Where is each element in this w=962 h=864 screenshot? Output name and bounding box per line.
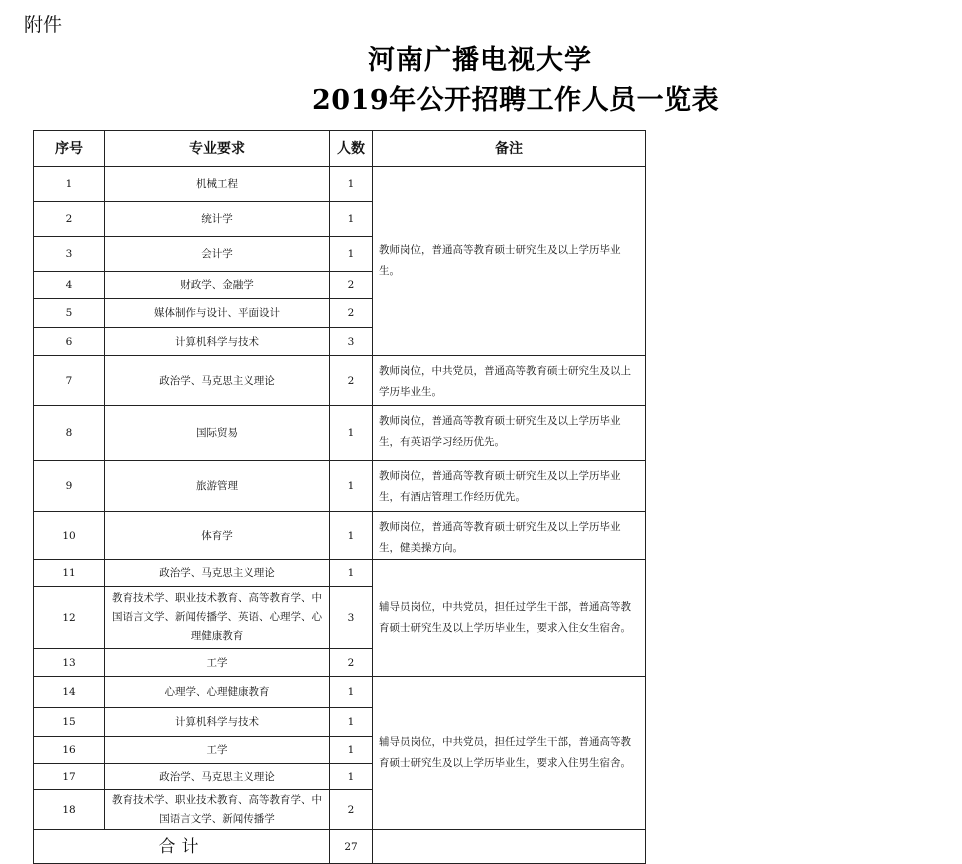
- header-row: [34, 131, 646, 167]
- total-count: 27: [330, 830, 373, 864]
- row-count: 1: [330, 764, 373, 790]
- page-title: 河南广播电视大学: [368, 45, 592, 76]
- row-major: 政治学、马克思主义理论: [105, 764, 330, 790]
- row-count: 1: [330, 202, 373, 237]
- row-major: 工学: [105, 737, 330, 764]
- row-no: 18: [34, 790, 105, 830]
- row-no: 1: [34, 167, 105, 202]
- row-no: 9: [34, 461, 105, 512]
- row-no: 17: [34, 764, 105, 790]
- row-major: 教育技术学、职业技术教育、高等教育学、中国语言文学、新闻传播学: [105, 790, 330, 830]
- row-no: 3: [34, 237, 105, 272]
- row-count: 1: [330, 708, 373, 737]
- page-subtitle: 2019年公开招聘工作人员一览表: [312, 85, 720, 116]
- row-note: 教师岗位，中共党员，普通高等教育硕士研究生及以上学历毕业生。: [373, 356, 646, 406]
- table-row: [34, 560, 646, 587]
- header-no: 序号: [34, 131, 105, 167]
- row-no: 14: [34, 677, 105, 708]
- row-major: 心理学、心理健康教育: [105, 677, 330, 708]
- row-note: 教师岗位，普通高等教育硕士研究生及以上学历毕业生，有酒店管理工作经历优先。: [373, 461, 646, 512]
- table-row: [34, 167, 646, 202]
- table-row: [34, 512, 646, 560]
- table-row: [34, 677, 646, 708]
- row-count: 2: [330, 299, 373, 328]
- row-major: 计算机科学与技术: [105, 328, 330, 356]
- table-row: [34, 461, 646, 512]
- row-no: 16: [34, 737, 105, 764]
- row-no: 15: [34, 708, 105, 737]
- row-note: 教师岗位，普通高等教育硕士研究生及以上学历毕业生，健美操方向。: [373, 512, 646, 560]
- row-note: 辅导员岗位，中共党员，担任过学生干部，普通高等教育硕士研究生及以上学历毕业生，要求入住女生宿舍。: [373, 560, 646, 677]
- row-count: 1: [330, 512, 373, 560]
- row-no: 8: [34, 406, 105, 461]
- total-note-empty: [373, 830, 646, 864]
- row-no: 6: [34, 328, 105, 356]
- recruitment-table: [33, 130, 646, 864]
- header-count: 人数: [330, 131, 373, 167]
- row-no: 11: [34, 560, 105, 587]
- row-count: 1: [330, 560, 373, 587]
- row-count: 1: [330, 167, 373, 202]
- row-major: 机械工程: [105, 167, 330, 202]
- row-major: 媒体制作与设计、平面设计: [105, 299, 330, 328]
- row-count: 2: [330, 272, 373, 299]
- header-note: 备注: [373, 131, 646, 167]
- row-major: 旅游管理: [105, 461, 330, 512]
- row-count: 1: [330, 406, 373, 461]
- row-major: 工学: [105, 649, 330, 677]
- row-count: 1: [330, 737, 373, 764]
- table-row: [34, 356, 646, 406]
- row-count: 2: [330, 356, 373, 406]
- row-count: 2: [330, 790, 373, 830]
- row-major: 统计学: [105, 202, 330, 237]
- row-count: 2: [330, 649, 373, 677]
- header-major: 专业要求: [105, 131, 330, 167]
- row-no: 5: [34, 299, 105, 328]
- row-no: 2: [34, 202, 105, 237]
- total-label: 合计: [34, 830, 330, 864]
- row-major: 教育技术学、职业技术教育、高等教育学、中国语言文学、新闻传播学、英语、心理学、心理健康教育: [105, 587, 330, 649]
- row-count: 1: [330, 461, 373, 512]
- row-note: 教师岗位，普通高等教育硕士研究生及以上学历毕业生。: [373, 167, 646, 356]
- row-note: 辅导员岗位，中共党员，担任过学生干部，普通高等教育硕士研究生及以上学历毕业生，要求入住男生宿舍。: [373, 677, 646, 830]
- row-major: 财政学、金融学: [105, 272, 330, 299]
- table-row: [34, 406, 646, 461]
- row-count: 1: [330, 677, 373, 708]
- row-major: 国际贸易: [105, 406, 330, 461]
- total-row: [34, 830, 646, 864]
- attachment-label: 附件: [24, 14, 63, 36]
- row-major: 计算机科学与技术: [105, 708, 330, 737]
- row-no: 4: [34, 272, 105, 299]
- row-major: 体育学: [105, 512, 330, 560]
- row-no: 7: [34, 356, 105, 406]
- row-count: 3: [330, 328, 373, 356]
- row-no: 10: [34, 512, 105, 560]
- row-no: 12: [34, 587, 105, 649]
- row-major: 会计学: [105, 237, 330, 272]
- row-count: 3: [330, 587, 373, 649]
- row-note: 教师岗位，普通高等教育硕士研究生及以上学历毕业生，有英语学习经历优先。: [373, 406, 646, 461]
- row-no: 13: [34, 649, 105, 677]
- row-major: 政治学、马克思主义理论: [105, 560, 330, 587]
- row-count: 1: [330, 237, 373, 272]
- row-major: 政治学、马克思主义理论: [105, 356, 330, 406]
